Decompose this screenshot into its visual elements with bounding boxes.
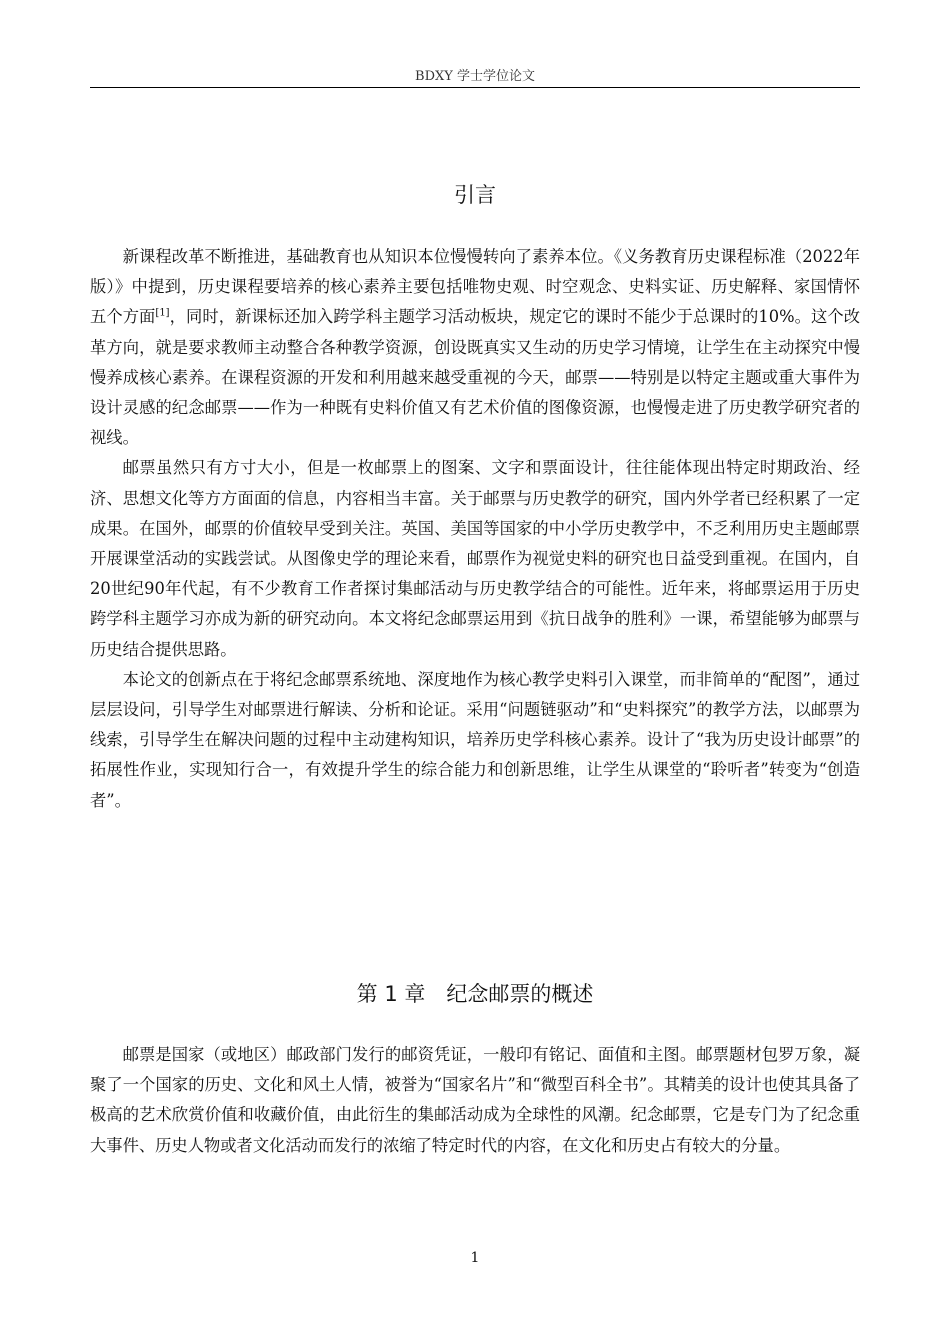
intro-paragraph-2: 邮票虽然只有方寸大小，但是一枚邮票上的图案、文字和票面设计，往往能体现出特定时期政治、经济、思想文化等方方面面的信息，内容相当丰富。关于邮票与历史教学的研究，国内外学者已经积累了一定成果。在国外，邮票的价值较早受到关注。英国、美国等国家的中小学历史教学中，不乏利用历史主题邮票开展课堂活动的实践尝试。从图像史学的理论来看，邮票作为视觉史料的研究也日益受到重视。在国内，自20世纪90年代起，有不少教育工作者探讨集邮活动与历史教学结合的可能性。近年来，将邮票运用于历史跨学科主题学习亦成为新的研究动向。本文将纪念邮票运用到《抗日战争的胜利》一课，希望能够为邮票与历史结合提供思路。 (90, 458, 860, 659)
chapter-1-heading: 第 1 章 纪念邮票的概述 (356, 982, 594, 1006)
chapter-1-paragraph-1: 邮票是国家（或地区）邮政部门发行的邮资凭证，一般印有铭记、面值和主图。邮票题材包罗万象，凝聚了一个国家的历史、文化和风土人情，被誉为“国家名片”和“微型百科全书”。其精美的设计也使其具备了极高的艺术欣赏价值和收藏价值，由此衍生的集邮活动成为全球性的风潮。纪念邮票，它是专门为了纪念重大事件、历史人物或者文化活动而发行的浓缩了特定时代的内容，在文化和历史占有较大的分量。 (90, 1045, 860, 1155)
header-rule (90, 87, 860, 88)
running-header: BDXY 学士学位论文 (415, 69, 535, 84)
intro-paragraph-1 (90, 242, 860, 453)
intro-paragraph-3: 本论文的创新点在于将纪念邮票系统地、深度地作为核心教学史料引入课堂，而非简单的“配图”，通过层层设问，引导学生对邮票进行解读、分析和论证。采用“问题链驱动”和“史料探究”的教学方法，以邮票为线索，引导学生在解决问题的过程中主动建构知识，培养历史学科核心素养。设计了“我为历史设计邮票”的拓展性作业，实现知行合一，有效提升学生的综合能力和创新思维，让学生从课堂的“聆听者”转变为“创造者”。 (90, 669, 860, 810)
intro-body (90, 242, 860, 816)
chapter-1-body (90, 1040, 860, 1161)
intro-paragraph-1-text-a: 新课程改革不断推进，基础教育也从知识本位慢慢转向了素养本位。《义务教育历史课程标准（2022年版）》中提到，历史课程要培养的核心素养主要包括唯物史观、时空观念、史料实证、历史解释、家国情怀五个方面 (90, 247, 860, 327)
page-number: 1 (470, 1250, 480, 1266)
intro-heading: 引言 (454, 183, 496, 207)
intro-paragraph-1-text-b: ，同时，新课标还加入跨学科主题学习活动板块，规定它的课时不能少于总课时的10%。这个改革方向，就是要求教师主动整合各种教学资源，创设既真实又生动的历史学习情境，让学生在主动探究中慢慢养成核心素养。在课程资源的开发和利用越来越受重视的今天，邮票——特别是以特定主题或重大事件为设计灵感的纪念邮票——作为一种既有史料价值又有艺术价值的图像资源，也慢慢走进了历史教学研究者的视线。 (90, 307, 860, 448)
citation-marker: [1] (155, 307, 170, 319)
